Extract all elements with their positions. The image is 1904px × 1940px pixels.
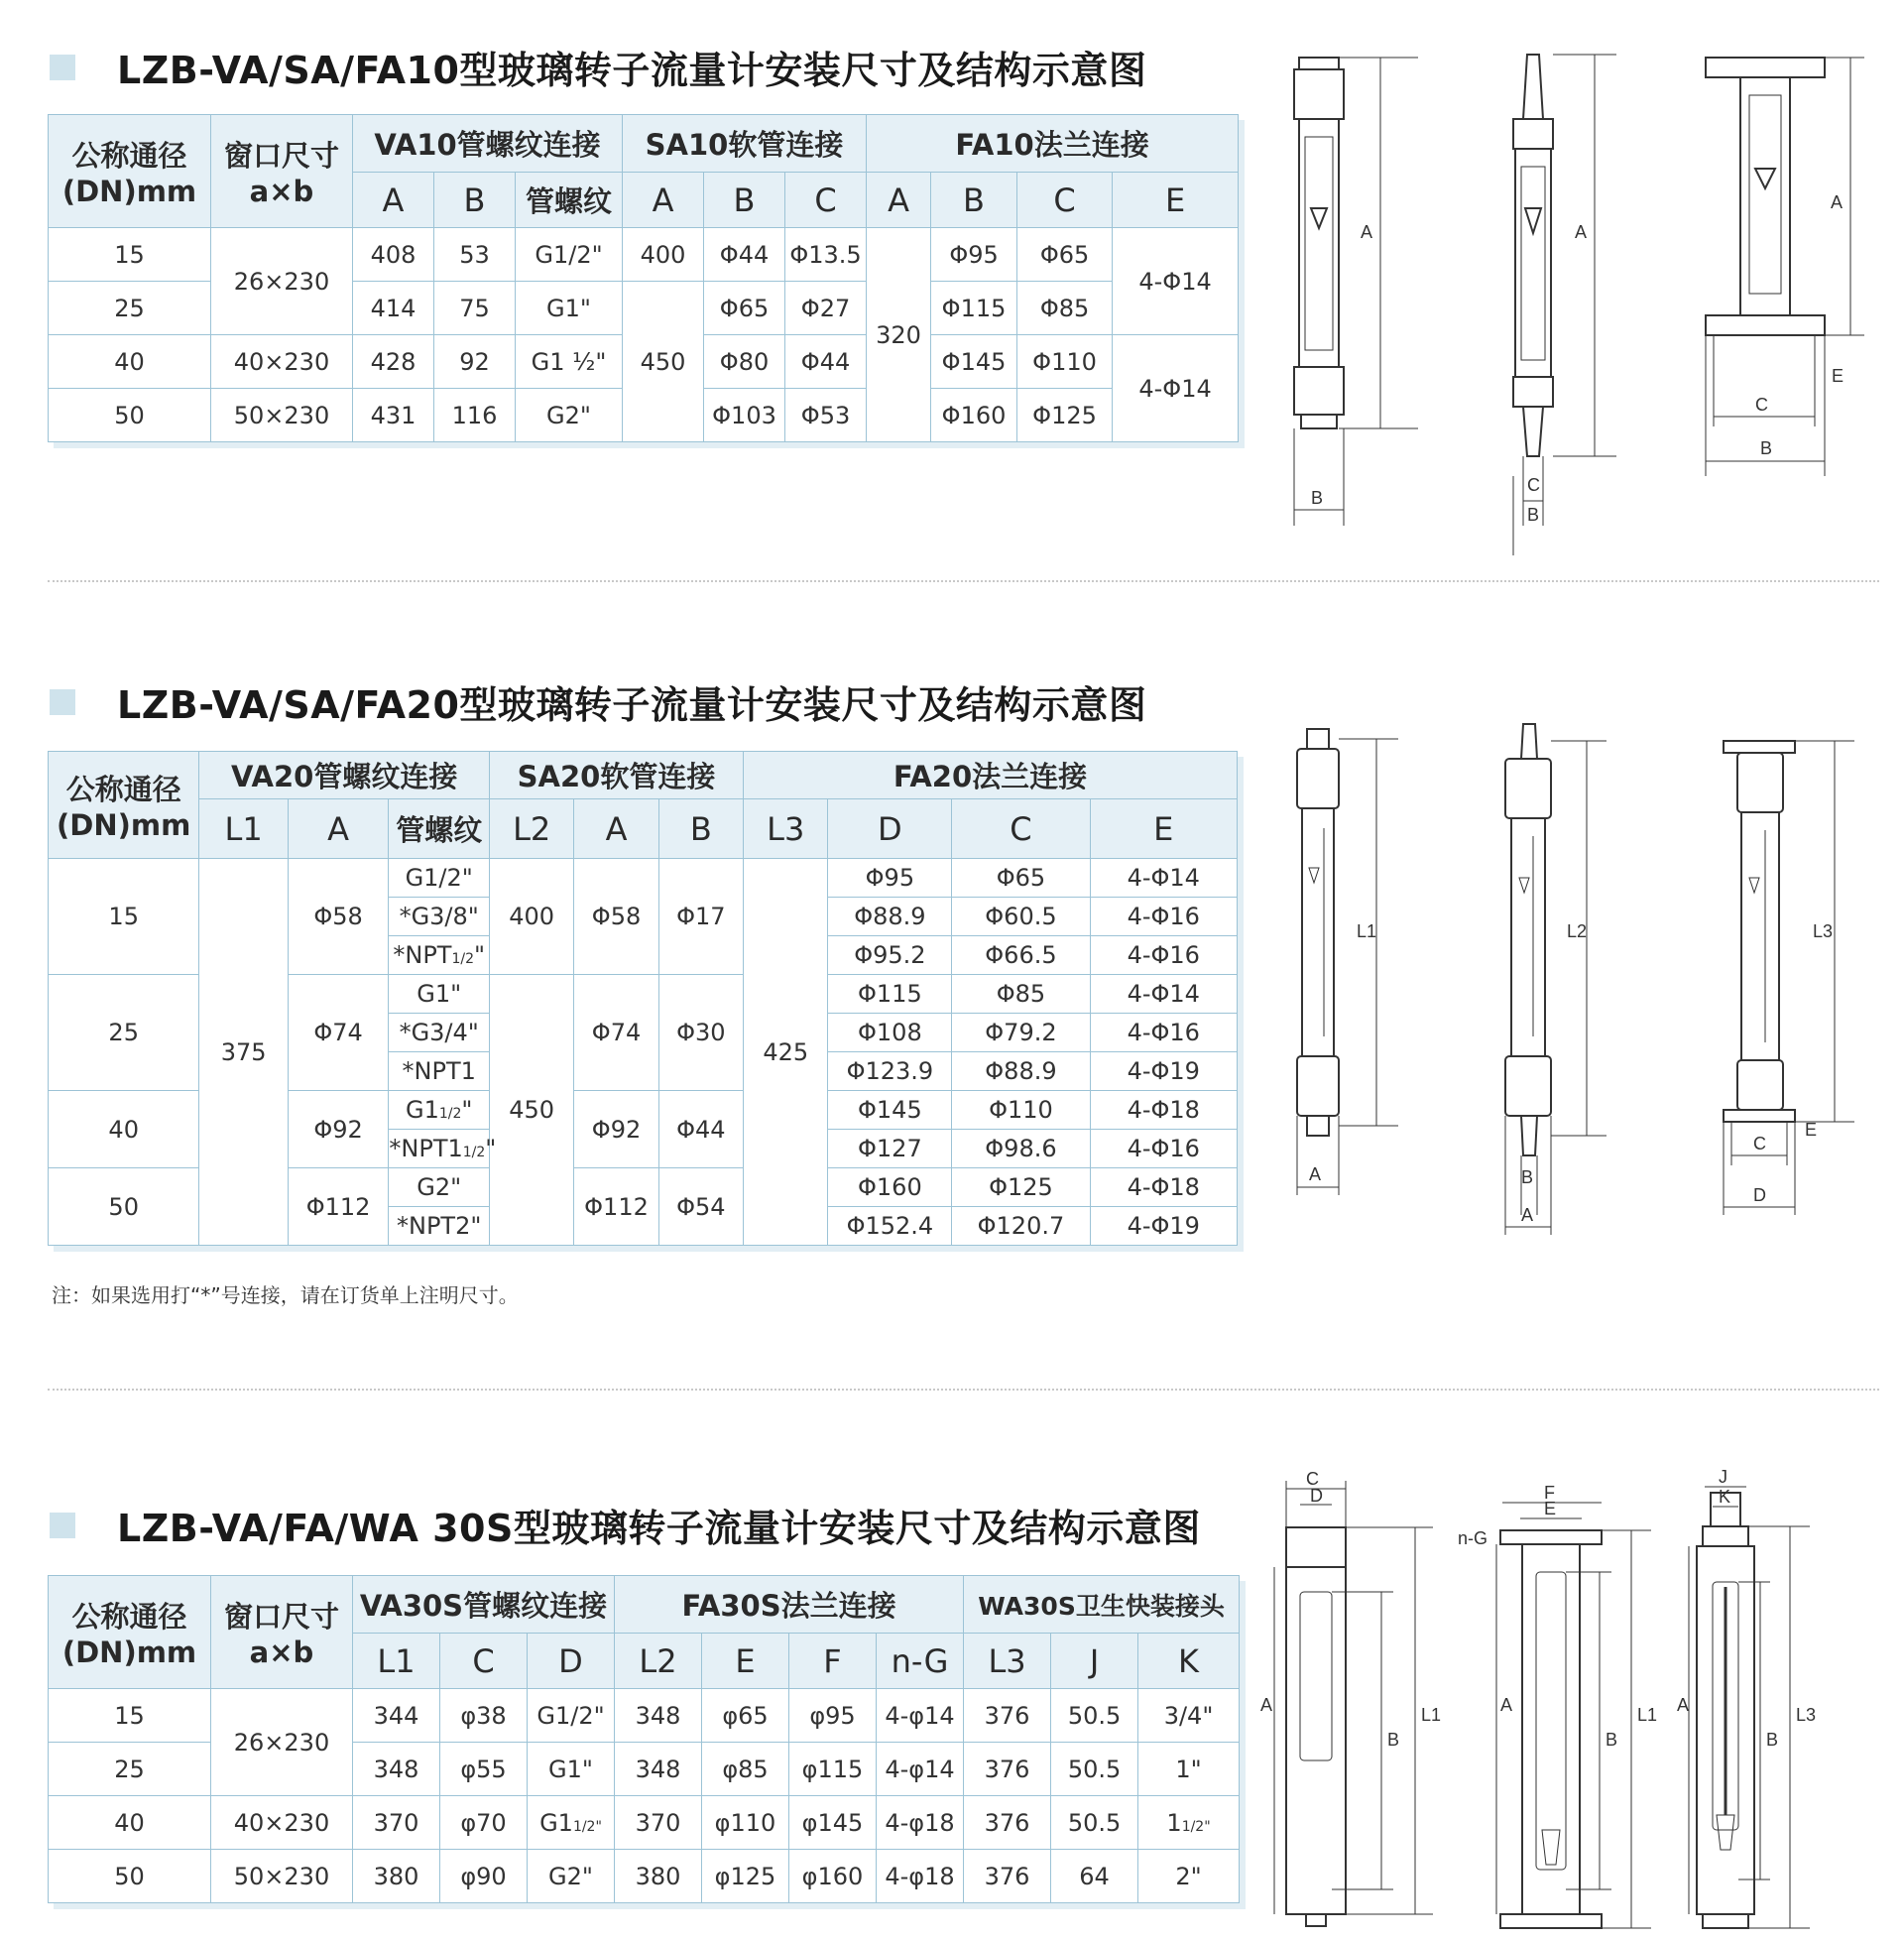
cell: 344 (353, 1689, 440, 1743)
cell: 4-φ18 (877, 1796, 964, 1850)
svg-text:E: E (1832, 366, 1844, 386)
cell: Φ112 (288, 1168, 389, 1246)
cell: *NPT1/2" (389, 936, 490, 975)
cell: 11/2" (1138, 1796, 1240, 1850)
header-dn: 公称通径 (DN)mm (49, 115, 211, 228)
cell: 26×230 (211, 228, 353, 335)
cell: 50.5 (1051, 1743, 1138, 1796)
svg-text:L1: L1 (1421, 1705, 1442, 1725)
cell: Φ65 (704, 282, 785, 335)
fa20-structure-diagram (1269, 719, 1904, 1255)
cell: 4-Φ19 (1090, 1052, 1237, 1091)
svg-text:A: A (1677, 1695, 1690, 1715)
cell: 25 (49, 1743, 211, 1796)
header-wa30s: WA30S卫生快装接头 (964, 1576, 1240, 1634)
cell: *NPT1 (389, 1052, 490, 1091)
cell: 380 (615, 1850, 702, 1903)
cell: φ110 (702, 1796, 789, 1850)
cell: Φ44 (704, 228, 785, 282)
section-3-title (50, 1498, 1201, 1552)
table-row (49, 1689, 1240, 1743)
col-e: E (702, 1634, 789, 1689)
svg-text:A: A (1500, 1695, 1513, 1715)
cell: 4-Φ19 (1090, 1207, 1237, 1246)
cell: Φ112 (574, 1168, 658, 1246)
cell: G1 ½" (516, 335, 623, 389)
cell: 348 (353, 1743, 440, 1796)
cell: Φ13.5 (785, 228, 867, 282)
cell: 376 (964, 1796, 1051, 1850)
cell: Φ92 (574, 1091, 658, 1168)
cell: Φ74 (288, 975, 389, 1091)
svg-text:B: B (1387, 1730, 1400, 1750)
cell: 50×230 (211, 389, 353, 442)
cell: Φ80 (704, 335, 785, 389)
svg-text:D: D (1310, 1486, 1323, 1506)
svg-text:B: B (1760, 438, 1773, 458)
cell: φ70 (440, 1796, 528, 1850)
order-note: 注：如果选用打“*”号连接，请在订货单上注明尺寸。 (52, 1283, 519, 1307)
col-va-a: A (288, 799, 389, 859)
svg-text:B: B (1606, 1730, 1618, 1750)
cell: 348 (615, 1689, 702, 1743)
section-1-title-text: LZB-VA/SA/FA10型玻璃转子流量计安装尺寸及结构示意图 (117, 49, 1147, 92)
cell: 50 (49, 1850, 211, 1903)
cell: 450 (623, 282, 704, 442)
cell: Φ85 (952, 975, 1090, 1014)
cell: φ145 (789, 1796, 877, 1850)
cell: Φ44 (658, 1091, 743, 1168)
col-fa-c: C (952, 799, 1090, 859)
col-va-thread: 管螺纹 (516, 173, 623, 228)
cell: G1" (389, 975, 490, 1014)
header-fa30s: FA30S法兰连接 (615, 1576, 964, 1634)
cell: Φ65 (952, 859, 1090, 898)
cell: Φ66.5 (952, 936, 1090, 975)
cell: G1/2" (516, 228, 623, 282)
cell: 4-Φ14 (1090, 859, 1237, 898)
cell: Φ125 (952, 1168, 1090, 1207)
cell: 15 (49, 859, 199, 975)
cell: 2" (1138, 1850, 1240, 1903)
col-sa-b: B (704, 173, 785, 228)
svg-text:L1: L1 (1637, 1705, 1658, 1725)
cell: Φ85 (1017, 282, 1113, 335)
section-1-title (50, 40, 1146, 94)
header-window: 窗口尺寸 a×b (211, 1576, 353, 1689)
cell: 4-Φ14 (1113, 228, 1239, 335)
col-f: F (789, 1634, 877, 1689)
cell: Φ88.9 (828, 898, 952, 936)
cell: 50.5 (1051, 1796, 1138, 1850)
cell: φ160 (789, 1850, 877, 1903)
col-l2: L2 (615, 1634, 702, 1689)
cell: Φ95 (931, 228, 1017, 282)
cell: 4-Φ18 (1090, 1091, 1237, 1130)
cell: Φ98.6 (952, 1130, 1090, 1168)
col-va-a: A (353, 173, 434, 228)
svg-text:B: B (1766, 1730, 1779, 1750)
cell: 4-Φ16 (1090, 1130, 1237, 1168)
cell: *G3/4" (389, 1014, 490, 1052)
cell: *NPT2" (389, 1207, 490, 1246)
col-fa-c: C (1017, 173, 1113, 228)
section-divider (48, 1389, 1879, 1391)
cell: Φ79.2 (952, 1014, 1090, 1052)
cell: G1/2" (528, 1689, 615, 1743)
cell: 4-φ14 (877, 1743, 964, 1796)
cell: 408 (353, 228, 434, 282)
table-row (49, 228, 1239, 282)
svg-text:A: A (1260, 1695, 1273, 1715)
col-thread: 管螺纹 (389, 799, 490, 859)
svg-text:C: C (1527, 475, 1540, 495)
cell: 25 (49, 975, 199, 1091)
section-divider (48, 580, 1879, 582)
cell: 40 (49, 1796, 211, 1850)
cell: Φ145 (828, 1091, 952, 1130)
header-fa20: FA20法兰连接 (744, 752, 1238, 799)
cell: Φ54 (658, 1168, 743, 1246)
cell: 320 (867, 228, 931, 442)
cell: 50 (49, 1168, 199, 1246)
col-sa-c: C (785, 173, 867, 228)
cell: 428 (353, 335, 434, 389)
svg-text:C: C (1755, 395, 1768, 415)
col-sa-b: B (658, 799, 743, 859)
cell: 1" (1138, 1743, 1240, 1796)
col-fa-e: E (1090, 799, 1237, 859)
cell: Φ65 (1017, 228, 1113, 282)
col-c: C (440, 1634, 528, 1689)
cell: 40 (49, 1091, 199, 1168)
cell: Φ95.2 (828, 936, 952, 975)
cell: 414 (353, 282, 434, 335)
cell: Φ95 (828, 859, 952, 898)
header-va10: VA10管螺纹连接 (353, 115, 623, 173)
header-window: 窗口尺寸 a×b (211, 115, 353, 228)
col-l1: L1 (353, 1634, 440, 1689)
col-fa-b: B (931, 173, 1017, 228)
cell: Φ123.9 (828, 1052, 952, 1091)
section-2-title-text: LZB-VA/SA/FA20型玻璃转子流量计安装尺寸及结构示意图 (117, 683, 1147, 727)
cell: Φ108 (828, 1014, 952, 1052)
cell: 116 (434, 389, 516, 442)
fa10-structure-diagram (1269, 40, 1904, 526)
cell: G1" (528, 1743, 615, 1796)
cell: 400 (490, 859, 574, 975)
cell: 25 (49, 282, 211, 335)
cell: 75 (434, 282, 516, 335)
cell: Φ30 (658, 975, 743, 1091)
section-3-title-text: LZB-VA/FA/WA 30S型玻璃转子流量计安装尺寸及结构示意图 (117, 1507, 1201, 1550)
svg-text:D: D (1753, 1185, 1766, 1205)
cell: 64 (1051, 1850, 1138, 1903)
cell: 92 (434, 335, 516, 389)
cell: φ95 (789, 1689, 877, 1743)
col-k: K (1138, 1634, 1240, 1689)
cell: 375 (199, 859, 288, 1246)
svg-text:B: B (1521, 1167, 1534, 1187)
cell: 4-Φ14 (1090, 975, 1237, 1014)
cell: Φ58 (288, 859, 389, 975)
title-marker (50, 689, 75, 715)
cell: Φ152.4 (828, 1207, 952, 1246)
cell: Φ88.9 (952, 1052, 1090, 1091)
cell: 15 (49, 228, 211, 282)
cell: 40×230 (211, 335, 353, 389)
svg-text:A: A (1831, 192, 1844, 212)
cell: φ38 (440, 1689, 528, 1743)
cell: Φ44 (785, 335, 867, 389)
cell: 376 (964, 1850, 1051, 1903)
svg-text:C: C (1753, 1134, 1766, 1153)
cell: φ85 (702, 1743, 789, 1796)
cell: 348 (615, 1743, 702, 1796)
col-l2: L2 (490, 799, 574, 859)
svg-text:L3: L3 (1813, 921, 1834, 941)
col-l3: L3 (744, 799, 828, 859)
col-ng: n-G (877, 1634, 964, 1689)
cell: Φ60.5 (952, 898, 1090, 936)
svg-text:n-G: n-G (1458, 1528, 1488, 1548)
svg-text:A: A (1575, 222, 1588, 242)
cell: 370 (615, 1796, 702, 1850)
svg-text:A: A (1361, 222, 1373, 242)
col-va-b: B (434, 173, 516, 228)
cell: φ65 (702, 1689, 789, 1743)
header-dn: 公称通径 (DN)mm (49, 752, 199, 859)
cell: 425 (744, 859, 828, 1246)
cell: 50×230 (211, 1850, 353, 1903)
cell: 450 (490, 975, 574, 1246)
col-sa-a: A (623, 173, 704, 228)
header-sa20: SA20软管连接 (490, 752, 744, 799)
svg-text:B: B (1311, 488, 1324, 508)
cell: G11/2" (389, 1091, 490, 1130)
cell: 4-Φ16 (1090, 1014, 1237, 1052)
svg-text:C: C (1306, 1469, 1319, 1489)
cell: 4-φ14 (877, 1689, 964, 1743)
fa10-spec-table (48, 114, 1239, 442)
title-marker (50, 1513, 75, 1538)
fa30s-structure-diagram (1254, 1467, 1899, 1939)
cell: 370 (353, 1796, 440, 1850)
title-marker (50, 55, 75, 80)
svg-text:A: A (1309, 1164, 1322, 1184)
cell: Φ53 (785, 389, 867, 442)
table-row (49, 1850, 1240, 1903)
cell: 4-Φ16 (1090, 898, 1237, 936)
cell: G2" (516, 389, 623, 442)
cell: φ115 (789, 1743, 877, 1796)
cell: Φ110 (952, 1091, 1090, 1130)
cell: φ55 (440, 1743, 528, 1796)
fa30s-spec-table (48, 1575, 1240, 1903)
cell: G2" (389, 1168, 490, 1207)
svg-text:K: K (1719, 1487, 1731, 1507)
col-sa-a: A (574, 799, 658, 859)
cell: 380 (353, 1850, 440, 1903)
cell: Φ160 (931, 389, 1017, 442)
cell: Φ127 (828, 1130, 952, 1168)
cell: Φ115 (828, 975, 952, 1014)
col-fa-a: A (867, 173, 931, 228)
cell: Φ120.7 (952, 1207, 1090, 1246)
cell: *G3/8" (389, 898, 490, 936)
svg-text:A: A (1521, 1205, 1534, 1225)
cell: G1/2" (389, 859, 490, 898)
cell: 26×230 (211, 1689, 353, 1796)
header-dn: 公称通径 (DN)mm (49, 1576, 211, 1689)
svg-text:B: B (1527, 505, 1540, 525)
col-l3: L3 (964, 1634, 1051, 1689)
svg-text:E: E (1544, 1499, 1557, 1518)
cell: 40×230 (211, 1796, 353, 1850)
svg-text:E: E (1805, 1120, 1818, 1140)
cell: G1" (516, 282, 623, 335)
cell: φ90 (440, 1850, 528, 1903)
col-fa-d: D (828, 799, 952, 859)
col-d: D (528, 1634, 615, 1689)
section-2-title (50, 674, 1146, 729)
col-j: J (1051, 1634, 1138, 1689)
cell: 431 (353, 389, 434, 442)
cell: Φ145 (931, 335, 1017, 389)
svg-text:J: J (1719, 1467, 1727, 1487)
cell: 15 (49, 1689, 211, 1743)
cell: G2" (528, 1850, 615, 1903)
header-va20: VA20管螺纹连接 (199, 752, 490, 799)
table-row (49, 859, 1238, 898)
cell: 40 (49, 335, 211, 389)
svg-text:L2: L2 (1567, 921, 1588, 941)
cell: 4-Φ14 (1113, 335, 1239, 442)
cell: 4-φ18 (877, 1850, 964, 1903)
cell: Φ74 (574, 975, 658, 1091)
svg-text:L1: L1 (1357, 921, 1377, 941)
cell: φ125 (702, 1850, 789, 1903)
cell: Φ125 (1017, 389, 1113, 442)
cell: 50.5 (1051, 1689, 1138, 1743)
cell: Φ160 (828, 1168, 952, 1207)
cell: 3/4" (1138, 1689, 1240, 1743)
cell: Φ58 (574, 859, 658, 975)
cell: Φ17 (658, 859, 743, 975)
cell: 4-Φ18 (1090, 1168, 1237, 1207)
col-l1: L1 (199, 799, 288, 859)
fa20-spec-table (48, 751, 1238, 1246)
cell: 4-Φ16 (1090, 936, 1237, 975)
cell: G11/2" (528, 1796, 615, 1850)
cell: Φ103 (704, 389, 785, 442)
cell: 376 (964, 1743, 1051, 1796)
svg-text:L3: L3 (1796, 1705, 1817, 1725)
cell: 400 (623, 228, 704, 282)
cell: 376 (964, 1689, 1051, 1743)
cell: Φ115 (931, 282, 1017, 335)
header-va30s: VA30S管螺纹连接 (353, 1576, 615, 1634)
cell: Φ27 (785, 282, 867, 335)
header-sa10: SA10软管连接 (623, 115, 867, 173)
col-fa-e: E (1113, 173, 1239, 228)
cell: 50 (49, 389, 211, 442)
cell: *NPT11/2" (389, 1130, 490, 1168)
cell: Φ92 (288, 1091, 389, 1168)
svg-text:F: F (1544, 1483, 1555, 1503)
header-fa10: FA10法兰连接 (867, 115, 1239, 173)
cell: 53 (434, 228, 516, 282)
cell: Φ110 (1017, 335, 1113, 389)
table-row (49, 1796, 1240, 1850)
